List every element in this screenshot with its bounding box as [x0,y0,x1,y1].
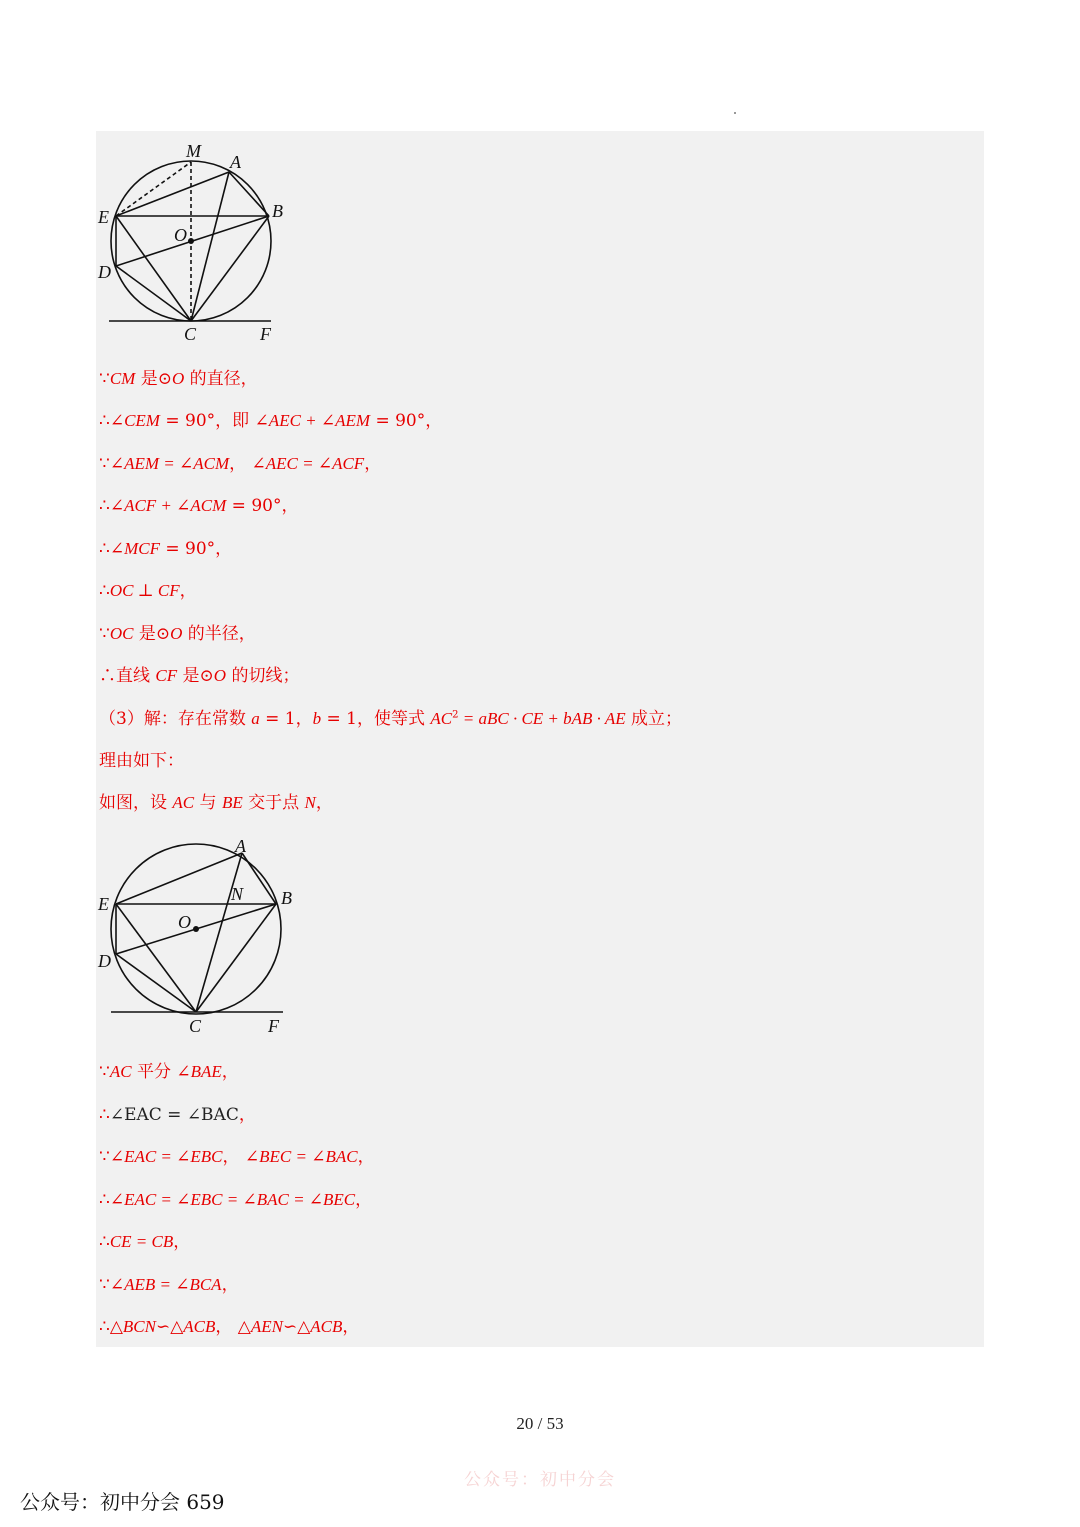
watermark-text: 公众号：初中分会 [464,1470,616,1490]
proof2-line-6: ∵∠AEB = ∠BCA， [99,1275,239,1295]
proof-line-4: ∴∠ACF + ∠ACM = 90°， [99,496,299,516]
proof-line-3: ∵∠AEM = ∠ACM， ∠AEC = ∠ACF， [99,454,382,474]
page-number: 20 / 53 [516,1414,564,1433]
part3-statement: （3）解：存在常数 a = 1，b = 1，使等式 $AC^2$ = aBC · CE + bAB · AE 成立； [99,709,683,729]
label-C: C [189,1016,202,1036]
label-O: O [178,912,191,932]
label-A: A [235,836,246,856]
proof2-line-1: ∵AC 平分 ∠BAE， [99,1062,239,1082]
proof-line-7: ∵OC 是⊙O 的半径， [99,624,256,644]
label-E: E [98,894,109,914]
label-D: D [98,262,111,282]
proof2-line-7: ∴△BCN∽△ACB， △AEN∽△ACB， [99,1317,360,1337]
label-B: B [272,201,283,221]
figure-2-circle-diagram [94,834,304,1044]
proof2-line-3: ∵∠EAC = ∠EBC， ∠BEC = ∠BAC， [99,1147,375,1167]
proof-line-6: ∴OC ⊥ CF， [99,581,197,601]
label-A: A [230,152,241,172]
label-F: F [268,1016,279,1036]
label-F: F [260,324,271,344]
proof2-line-5: ∴CE = CB， [99,1232,191,1252]
reason-heading: 理由如下： [99,751,184,771]
label-B: B [281,888,292,908]
proof2-line-2: ∴∠EAC = ∠BAC， [99,1105,256,1125]
proof-line-2: ∴∠CEM = 90°，即 ∠AEC + ∠AEM = 90°， [99,411,443,431]
footer-label: 公众号：初中分会 659 [20,1490,225,1514]
label-M: M [186,141,201,161]
proof-line-1: ∵CM 是⊙O 的直径， [99,369,258,389]
proof2-line-4: ∴∠EAC = ∠EBC = ∠BAC = ∠BEC， [99,1190,373,1210]
proof-line-8: ∴直线 CF 是⊙O 的切线； [99,666,300,686]
label-C: C [184,324,197,344]
stray-dot [734,112,736,114]
label-E: E [98,207,109,227]
label-D: D [98,951,111,971]
label-O: O [174,225,187,245]
label-N: N [231,884,244,904]
proof-line-5: ∴∠MCF = 90°， [99,539,233,559]
figure-1-circle-diagram [94,138,304,348]
setup-line: 如图，设 AC 与 BE 交于点 N， [99,793,333,813]
